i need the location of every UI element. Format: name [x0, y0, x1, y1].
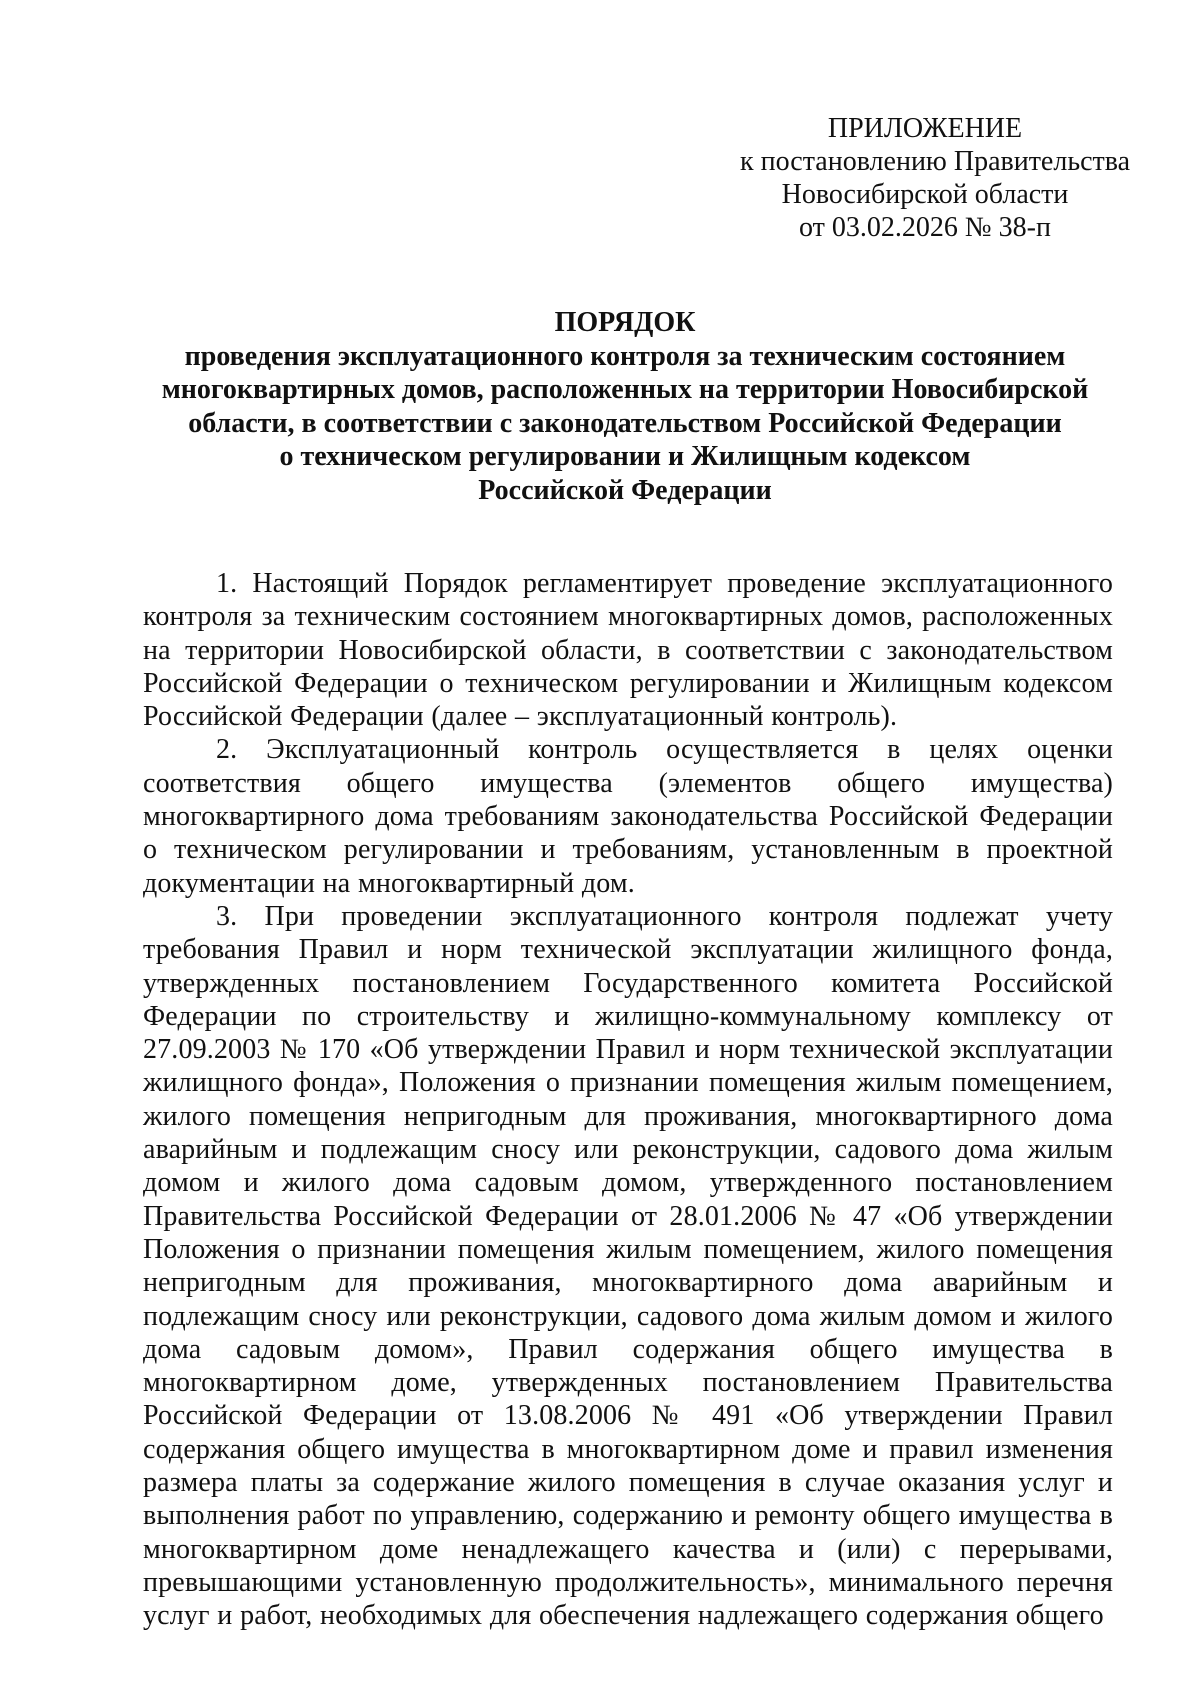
title-line: области, в соответствии с законодательством Российской Федерации — [188, 407, 1062, 439]
appendix-region: Новосибирской области — [781, 179, 1069, 210]
document-body — [143, 567, 1113, 1633]
title-line: проведения эксплуатационного контроля за техническим состоянием — [184, 340, 1066, 372]
paragraph-1: 1. Настоящий Порядок регламентирует проведение эксплуатационного контроля за техническим состоянием многоквартирных домов, расположенных на территории Новосибирской области, в соответствии с законодательством Российской Федерации о техническом регулировании и Жилищным кодексом Российской Федерации (далее – эксплуатационный контроль). — [143, 568, 1113, 733]
title-line: многоквартирных домов, расположенных на территории Новосибирской — [161, 374, 1089, 405]
appendix-label: ПРИЛОЖЕНИЕ — [827, 113, 1023, 144]
appendix-date-number: от 03.02.2026 № 38-п — [799, 212, 1051, 243]
document-title — [140, 306, 1110, 507]
paragraph-2: 2. Эксплуатационный контроль осуществляется в целях оценки соответствия общего имущества (элементов общего имущества) многоквартирного дома требованиям законодательства Российской Федерации о техническом регулировании и требованиям, установленным в проектной документации на многоквартирный дом. — [143, 734, 1113, 899]
appendix-reference: к постановлению Правительства — [740, 146, 1131, 177]
title-heading: ПОРЯДОК — [554, 307, 696, 338]
appendix-header — [740, 112, 1131, 244]
paragraph-3: 3. При проведении эксплуатационного контроля подлежат учету требования Правил и норм технической эксплуатации жилищного фонда, утвержденных постановлением Государственного комитета Российской Федерации по строительству и жилищно-коммунальному комплексу от 27.09.2003 № 170 «Об утверждении Правил и норм технической эксплуатации жилищного фонда», Положения о признании помещения жилым помещением, жилого помещения непригодным для проживания, многоквартирного дома аварийным и подлежащим сносу или реконструкции, садового дома жилым домом и жилого дома садовым домом, утвержденного постановлением Правительства Российской Федерации от 28.01.2006 № 47 «Об утверждении Положения о признании помещения жилым помещением, жилого помещения непригодным для проживания, многоквартирного дома аварийным и подлежащим сносу или реконструкции, садового дома жилым домом и жилого дома садовым домом», Правил содержания общего имущества в многоквартирном доме, утвержденных постановлением Правительства Российской Федерации от 13.08.2006 № 491 «Об утверждении Правил содержания общего имущества в многоквартирном доме и правил изменения размера платы за содержание жилого помещения в случае оказания услуг и выполнения работ по управлению, содержанию и ремонту общего имущества в многоквартирном доме ненадлежащего качества и (или) с перерывами, превышающими установленную продолжительность», минимального перечня услуг и работ, необходимых для обеспечения надлежащего содержания общего — [143, 900, 1113, 1632]
title-line: Российской Федерации — [478, 474, 772, 506]
title-line: о техническом регулировании и Жилищным кодексом — [279, 441, 971, 472]
